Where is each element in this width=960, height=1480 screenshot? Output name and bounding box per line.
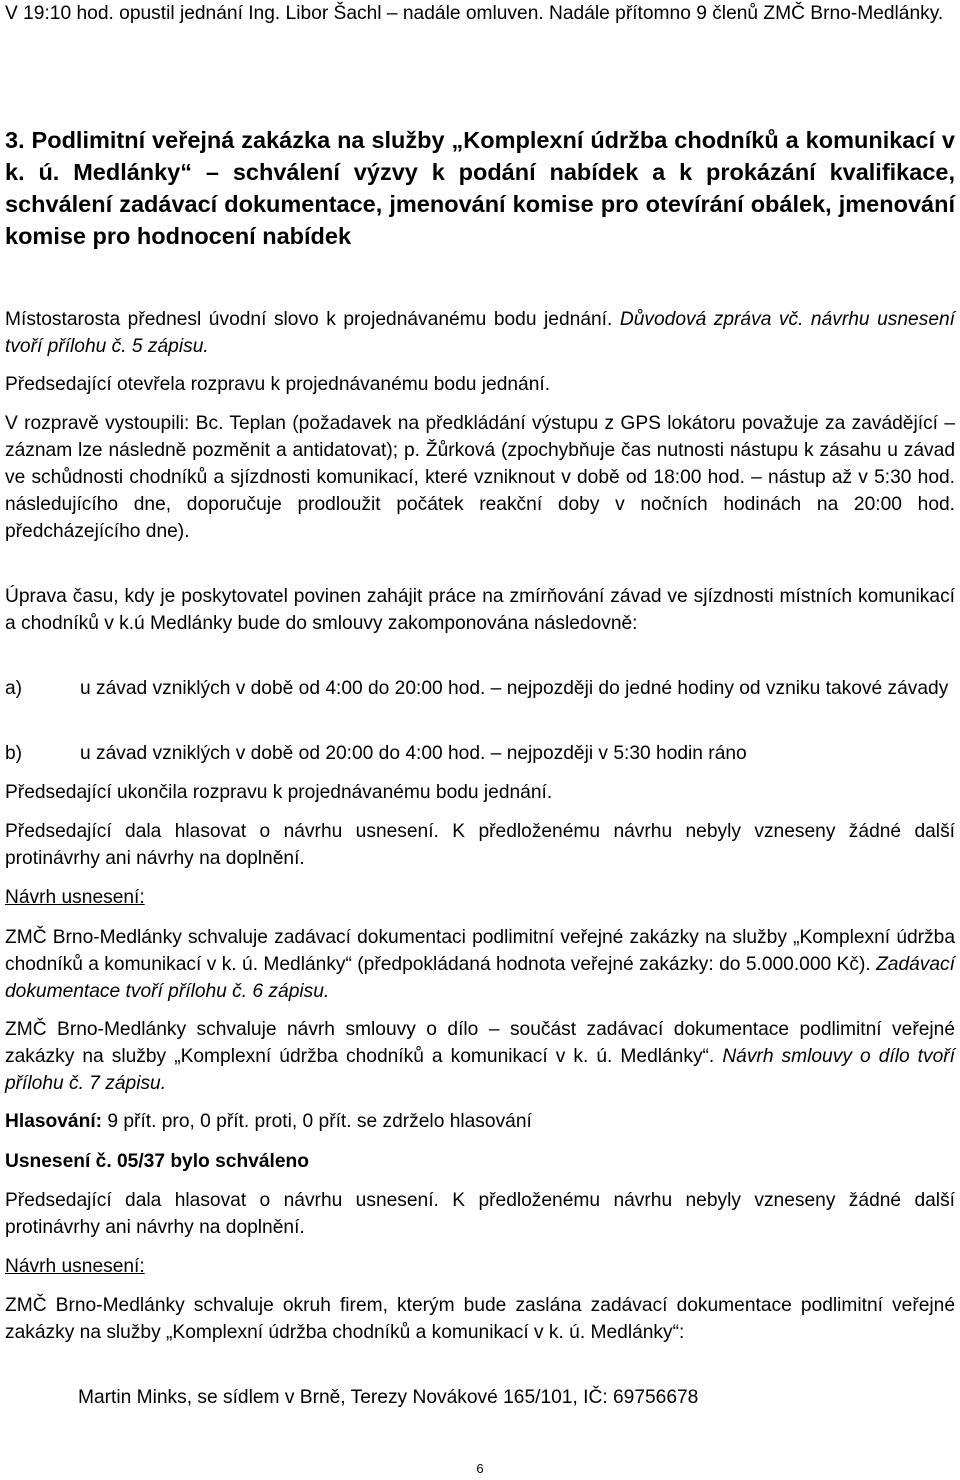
debate-close-paragraph: Předsedající ukončila rozpravu k projednávanému bodu jednání.: [5, 782, 553, 803]
proposal-heading-2: Návrh usnesení:: [5, 1256, 145, 1277]
section-title: 3. Podlimitní veřejná zakázka na služby „Komplexní údržba chodníků a komunikací v k. ú. Medlánky“ – schválení výzvy k podání nabídek a k prokázání kvalifikace, schválení zadávací dokumentace, jmenování komise pro otevírání obálek, jmenování komise pro hodnocení nabídek: [5, 127, 955, 249]
time-adjustment-paragraph: Úprava času, kdy je poskytovatel povinen zahájit práce na zmírňování závad ve sjízdnosti místních komunikací a chodníků v k.ú Medlánky bude do smlouvy zakomponována následovně:: [5, 586, 955, 634]
list-item-b: [5, 740, 955, 767]
list-marker-a: a): [5, 678, 23, 699]
vote-text: 9 přít. pro, 0 přít. proti, 0 přít. se zdrželo hlasování: [102, 1111, 532, 1132]
resolution-status: Usnesení č. 05/37 bylo schváleno: [5, 1151, 309, 1172]
attachment-note-5: Důvodová zpráva vč. návrhu usnesení tvoří přílohu č. 5 zápisu.: [5, 309, 955, 357]
resolution-2-paragraph: [5, 1016, 955, 1097]
list-text-a: u závad vzniklých v době od 4:00 do 20:00 hod. – nejpozději do jedné hodiny od vzniku takové závady: [80, 678, 949, 699]
list-text-b: u závad vzniklých v době od 20:00 do 4:00 hod. – nejpozději v 5:30 hodin ráno: [80, 743, 747, 764]
vote-label: Hlasování:: [5, 1111, 103, 1132]
page-number: 6: [476, 1461, 484, 1476]
attachment-note-7: Návrh smlouvy o dílo tvoří přílohu č. 7 zápisu.: [5, 1046, 955, 1094]
vote-call-paragraph: Předsedající dala hlasovat o návrhu usnesení. K předloženému návrhu nebyly vzneseny žádné další protinávrhy ani návrhy na doplnění.: [5, 821, 955, 869]
intro-speech-paragraph: [5, 306, 955, 360]
resolution-1-text: ZMČ Brno-Medlánky schvaluje zadávací dokumentaci podlimitní veřejné zakázky na služby „Komplexní údržba chodníků a komunikací v k. ú. Medlánky“ (předpokládaná hodnota veřejné zakázky: do 5.000.000 Kč).: [5, 927, 955, 975]
vote-call-paragraph-2: Předsedající dala hlasovat o návrhu usnesení. K předloženému návrhu nebyly vzneseny žádné další protinávrhy ani návrhy na doplnění.: [5, 1190, 955, 1238]
resolution-2-text: ZMČ Brno-Medlánky schvaluje návrh smlouvy o dílo – součást zadávací dokumentace podlimitní veřejné zakázky na služby „Komplexní údržba chodníků a komunikací v k. ú. Medlánky“.: [5, 1019, 955, 1067]
debate-paragraph: V rozpravě vystoupili: Bc. Teplan (požadavek na předkládání výstupu z GPS lokátoru považuje za zavádějící – záznam lze následně pozměnit a antidatovat); p. Žůrková (zpochybňuje čas nutnosti nástupu k zásahu u závad ve schůdnosti chodníků a sjízdnosti komunikací, které vzniknout v době od 18:00 hod. – nástup až v 5:30 hod. následujícího dne, doporučuje prodloužit počátek reakční doby v nočních hodinách na 20:00 hod. předcházejícího dne).: [5, 413, 955, 542]
resolution-3-paragraph: ZMČ Brno-Medlánky schvaluje okruh firem, kterým bude zaslána zadávací dokumentace podlimitní veřejné zakázky na služby „Komplexní údržba chodníků a komunikací v k. ú. Medlánky“:: [5, 1295, 955, 1343]
attachment-note-6: Zadávací dokumentace tvoří přílohu č. 6 zápisu.: [5, 954, 955, 1002]
proposal-heading: Návrh usnesení:: [5, 887, 145, 908]
debate-open-paragraph: Předsedající otevřela rozpravu k projednávanému bodu jednání.: [5, 374, 551, 395]
intro-speech-text: Místostarosta přednesl úvodní slovo k projednávanému bodu jednání.: [5, 309, 620, 330]
resolution-1-paragraph: [5, 924, 955, 1005]
vote-result: [5, 1108, 955, 1135]
list-marker-b: b): [5, 743, 23, 764]
intro-paragraph: V 19:10 hod. opustil jednání Ing. Libor Šachl – nadále omluven. Nadále přítomno 9 členů ZMČ Brno-Medlánky.: [5, 3, 944, 24]
firm-list-item: Martin Minks, se sídlem v Brně, Terezy Novákové 165/101, IČ: 69756678: [78, 1387, 699, 1408]
list-item-a: [5, 675, 955, 702]
